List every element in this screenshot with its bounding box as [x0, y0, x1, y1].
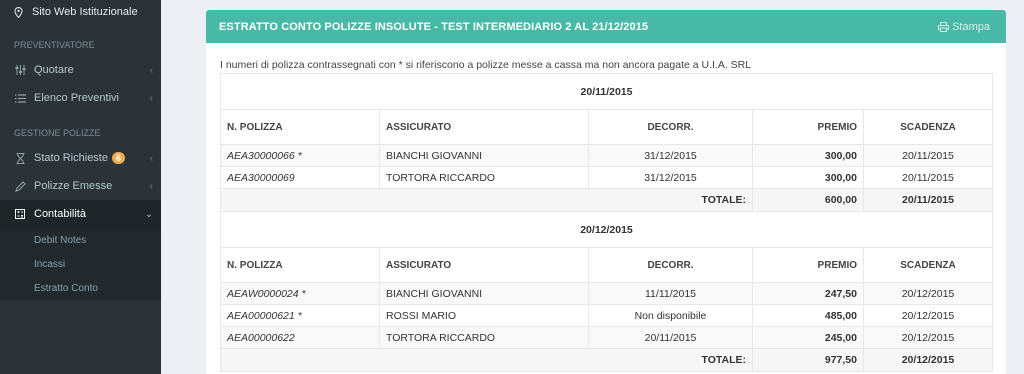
print-icon: [938, 22, 949, 32]
chevron-left-icon: ‹: [149, 152, 153, 164]
column-header[interactable]: PREMIO: [753, 248, 864, 283]
page-title: ESTRATTO CONTO POLIZZE INSOLUTE - TEST INTERMEDIARIO 2 AL 21/12/2015: [219, 20, 649, 33]
policy-number: AEA00000622: [221, 327, 380, 349]
sidebar-item-label: Stato Richieste: [34, 152, 108, 164]
chevron-down-icon: ⌄: [144, 208, 153, 220]
column-header[interactable]: N. POLIZZA: [221, 248, 380, 283]
total-due-date: 20/11/2015: [864, 189, 993, 212]
sidebar-item-polizze-emesse[interactable]: [0, 172, 161, 200]
sidebar-section-header: PREVENTIVATORE: [14, 40, 95, 50]
policy-note: I numeri di polizza contrassegnati con * si riferiscono a polizze messe a cassa ma non ancora pagate a U.I.A. SRL: [220, 59, 752, 71]
column-header[interactable]: SCADENZA: [864, 110, 993, 145]
premium: 485,00: [753, 305, 864, 327]
column-header[interactable]: PREMIO: [753, 110, 864, 145]
total-label: TOTALE:: [221, 189, 753, 212]
due-date: 20/12/2015: [864, 283, 993, 305]
column-header[interactable]: ASSICURATO: [380, 110, 589, 145]
group-date: 20/12/2015: [221, 212, 993, 248]
map-marker-icon: [14, 7, 24, 18]
total-row: [221, 189, 993, 212]
due-date: 20/11/2015: [864, 145, 993, 167]
group-date: 20/11/2015: [221, 74, 993, 110]
policy-number: AEAW0000024 *: [221, 283, 380, 305]
policy-number: AEA30000066 *: [221, 145, 380, 167]
insured-name: BIANCHI GIOVANNI: [380, 283, 589, 305]
premium: 247,50: [753, 283, 864, 305]
column-header[interactable]: DECORR.: [589, 110, 753, 145]
table-header-row: [221, 110, 993, 145]
statement-table: [220, 73, 993, 372]
print-label: Stampa: [952, 20, 990, 33]
start-date: Non disponibile: [589, 305, 753, 327]
statement-box: [206, 10, 1006, 374]
total-due-date: 20/12/2015: [864, 349, 993, 372]
table-row: [221, 167, 993, 189]
sliders-icon: [14, 65, 26, 75]
total-premium: 977,50: [753, 349, 864, 372]
column-header[interactable]: DECORR.: [589, 248, 753, 283]
group-date-row: [221, 74, 993, 110]
total-row: [221, 349, 993, 372]
list-icon: [14, 94, 26, 103]
table-row: [221, 305, 993, 327]
sidebar: [0, 0, 161, 374]
start-date: 20/11/2015: [589, 327, 753, 349]
calculator-icon: [14, 209, 26, 219]
total-label: TOTALE:: [221, 349, 753, 372]
table-row: [221, 145, 993, 167]
table-header-row: [221, 248, 993, 283]
premium: 300,00: [753, 167, 864, 189]
sidebar-item-label: Polizze Emesse: [34, 180, 113, 192]
insured-name: TORTORA RICCARDO: [380, 167, 589, 189]
start-date: 11/11/2015: [589, 283, 753, 305]
chevron-left-icon: ‹: [149, 64, 153, 76]
sidebar-section-header: GESTIONE POLIZZE: [14, 128, 101, 138]
sidebar-item-elenco-preventivi[interactable]: [0, 84, 161, 112]
box-header: [206, 10, 1006, 43]
start-date: 31/12/2015: [589, 167, 753, 189]
due-date: 20/12/2015: [864, 305, 993, 327]
column-header[interactable]: ASSICURATO: [380, 248, 589, 283]
group-date-row: [221, 212, 993, 248]
total-premium: 600,00: [753, 189, 864, 212]
due-date: 20/11/2015: [864, 167, 993, 189]
sidebar-item-label: Elenco Preventivi: [34, 92, 119, 104]
insured-name: BIANCHI GIOVANNI: [380, 145, 589, 167]
column-header[interactable]: N. POLIZZA: [221, 110, 380, 145]
sidebar-item-sito-web[interactable]: [0, 0, 161, 24]
chevron-left-icon: ‹: [149, 92, 153, 104]
due-date: 20/12/2015: [864, 327, 993, 349]
premium: 245,00: [753, 327, 864, 349]
submenu-item-estratto-conto[interactable]: Estratto Conto: [34, 282, 98, 294]
sidebar-item-label: Contabilità: [34, 208, 86, 220]
sidebar-item-label: Sito Web Istituzionale: [32, 6, 138, 18]
policy-number: AEA00000621 *: [221, 305, 380, 327]
policy-number: AEA30000069: [221, 167, 380, 189]
start-date: 31/12/2015: [589, 145, 753, 167]
sidebar-item-label: Quotare: [34, 64, 74, 76]
hourglass-icon: [14, 153, 26, 164]
insured-name: ROSSI MARIO: [380, 305, 589, 327]
column-header[interactable]: SCADENZA: [864, 248, 993, 283]
count-badge: 6: [112, 152, 125, 164]
sidebar-item-quotare[interactable]: [0, 56, 161, 84]
print-button[interactable]: [938, 21, 990, 33]
pencil-icon: [14, 181, 26, 192]
insured-name: TORTORA RICCARDO: [380, 327, 589, 349]
submenu-item-incassi[interactable]: Incassi: [34, 258, 66, 270]
submenu-item-debit-notes[interactable]: Debit Notes: [34, 234, 87, 246]
table-row: [221, 327, 993, 349]
premium: 300,00: [753, 145, 864, 167]
sidebar-item-stato-richieste[interactable]: [0, 144, 161, 172]
sidebar-item-contabilita[interactable]: [0, 200, 161, 228]
sidebar-submenu: [0, 228, 161, 300]
chevron-left-icon: ‹: [149, 180, 153, 192]
table-row: [221, 283, 993, 305]
